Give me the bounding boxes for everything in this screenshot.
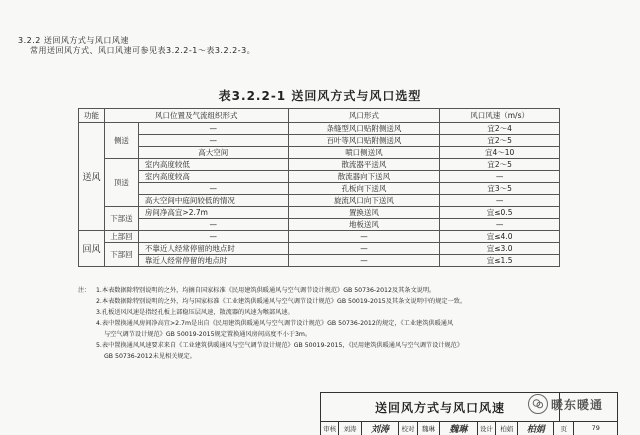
cell-condition: 室内高度较低 [138, 159, 288, 171]
cell-condition: 高大空间 [138, 147, 288, 159]
watermark-text: 暖东暖通 [551, 397, 604, 412]
review-signature: 刘涛 [362, 421, 400, 435]
cell-condition: 高大空间中庭间较低的情况 [138, 195, 288, 207]
cell-outlet: 条缝型风口贴附侧送风 [288, 123, 440, 135]
cell-condition: — [138, 219, 288, 231]
cell-condition: 不靠近人经常停留的地点时 [138, 243, 288, 255]
cell-condition: 靠近人经常停留的地点时 [138, 255, 288, 267]
design-label: 设计 [478, 421, 496, 435]
cell-outlet: 百叶等风口贴附侧送风 [288, 135, 440, 147]
cell-condition: — [138, 135, 288, 147]
cell-speed: 宜3～5 [440, 183, 560, 195]
table-row [79, 159, 560, 171]
watermark [528, 393, 603, 415]
note-text: GB 50736-2012未见相关规定。 [104, 353, 196, 360]
header-outlet: 风口形式 [288, 109, 440, 123]
note-text: 3.孔板送风风速是指经孔板上部稳压层风速，散流器的风速为喉部风速。 [96, 309, 294, 316]
note-text: 2.本表数据除特别说明的之外，均与国家标准《工业建筑供暖通风与空气调节设计规范》GB 50019-2015及其条文说明中的规定一致。 [96, 298, 467, 305]
check-name: 魏琳 [418, 421, 440, 435]
cell-speed: 宜≤1.5 [440, 255, 560, 267]
title-block-signature-row [321, 421, 617, 435]
group-bottom: 下部送 [104, 207, 138, 231]
notes [78, 285, 568, 362]
check-label: 校对 [399, 421, 417, 435]
wechat-logo-icon [528, 394, 548, 414]
cell-condition: — [138, 231, 288, 243]
function-supply: 送风 [79, 123, 105, 231]
cell-condition: — [138, 183, 288, 195]
note-item [78, 285, 568, 296]
review-label: 审核 [321, 421, 339, 435]
cell-speed: 宜≤3.0 [440, 243, 560, 255]
title-block-title: 送回风方式与风口风速 [321, 393, 560, 422]
table-row [79, 219, 560, 231]
group-upper-return: 上部回 [104, 231, 138, 243]
cell-outlet: 孔板向下送风 [288, 183, 440, 195]
table-row [79, 147, 560, 159]
group-side: 侧送 [104, 123, 138, 159]
table-row [79, 255, 560, 267]
cell-condition: — [138, 123, 288, 135]
cell-speed: 宜≤4.0 [440, 231, 560, 243]
table-row [79, 195, 560, 207]
cell-outlet: — [288, 255, 440, 267]
cell-speed: — [440, 219, 560, 231]
table-title: 表3.2.2-1 送回风方式与风口选型 [218, 89, 422, 103]
cell-speed: — [440, 171, 560, 183]
table-row [79, 231, 560, 243]
cell-outlet: — [288, 231, 440, 243]
design-name: 柏娟 [496, 421, 518, 435]
cell-condition: 室内高度较高 [138, 171, 288, 183]
cell-outlet: 散流器向下送风 [288, 171, 440, 183]
design-signature: 柏娟 [518, 421, 554, 435]
table-row [79, 123, 560, 135]
note-text: 与空气调节设计规范》GB 50019-2015规定置换通风房间高度不小于3m。 [104, 331, 312, 338]
section-intro: 常用送回风方式、风口风速可参见表3.2.2-1～表3.2.2-3。 [30, 46, 256, 55]
review-name: 刘涛 [339, 421, 361, 435]
spec-table [78, 108, 560, 267]
page-label: 页 [554, 421, 574, 435]
cell-outlet: 喷口侧送风 [288, 147, 440, 159]
cell-outlet: 地板送风 [288, 219, 440, 231]
cell-outlet: 散流器平送风 [288, 159, 440, 171]
function-return: 回风 [79, 231, 105, 267]
note-text: 5.表中置换通风风速要求来自《工业建筑供暖通风与空气调节设计规范》GB 50019-2015，《民用建筑供暖通风与空气调节设计规范》 [96, 342, 464, 349]
cell-speed: 宜4～10 [440, 147, 560, 159]
cell-speed: 宜2～5 [440, 135, 560, 147]
table-row [79, 171, 560, 183]
section-heading: 3.2.2 送回风方式与风口风速 [18, 36, 129, 45]
cell-speed: — [440, 195, 560, 207]
group-top: 顶送 [104, 159, 138, 207]
group-lower-return: 下部回 [104, 243, 138, 267]
header-function: 功能 [79, 109, 105, 123]
header-speed: 风口风速（m/s） [440, 109, 560, 123]
cell-condition: 房间净高宜>2.7m [138, 207, 288, 219]
table-row [79, 243, 560, 255]
cell-speed: 宜2～4 [440, 123, 560, 135]
table-header-row [79, 109, 560, 123]
page-number: 79 [591, 424, 600, 432]
cell-outlet: 旋流风口向下送风 [288, 195, 440, 207]
check-signature: 魏琳 [440, 421, 478, 435]
table-row [79, 183, 560, 195]
header-position: 风口位置及气流组织形式 [104, 109, 288, 123]
table-row [79, 135, 560, 147]
table-row [79, 207, 560, 219]
cell-outlet: — [288, 243, 440, 255]
cell-speed: 宜≤0.5 [440, 207, 560, 219]
note-text: 1.本表数据除特别说明的之外，均摘自国家标准《民用建筑供暖通风与空气调节设计规范》GB 50736-2012及其条文说明。 [96, 287, 436, 294]
cell-outlet: 置换送风 [288, 207, 440, 219]
note-text: 4.表中置换通风房间净高宜>2.7m是出自《民用建筑供暖通风与空气调节设计规范》GB 50736-2012的规定，《工业建筑供暖通风 [96, 320, 454, 327]
cell-speed: 宜2～5 [440, 159, 560, 171]
notes-label: 注： [78, 287, 91, 294]
